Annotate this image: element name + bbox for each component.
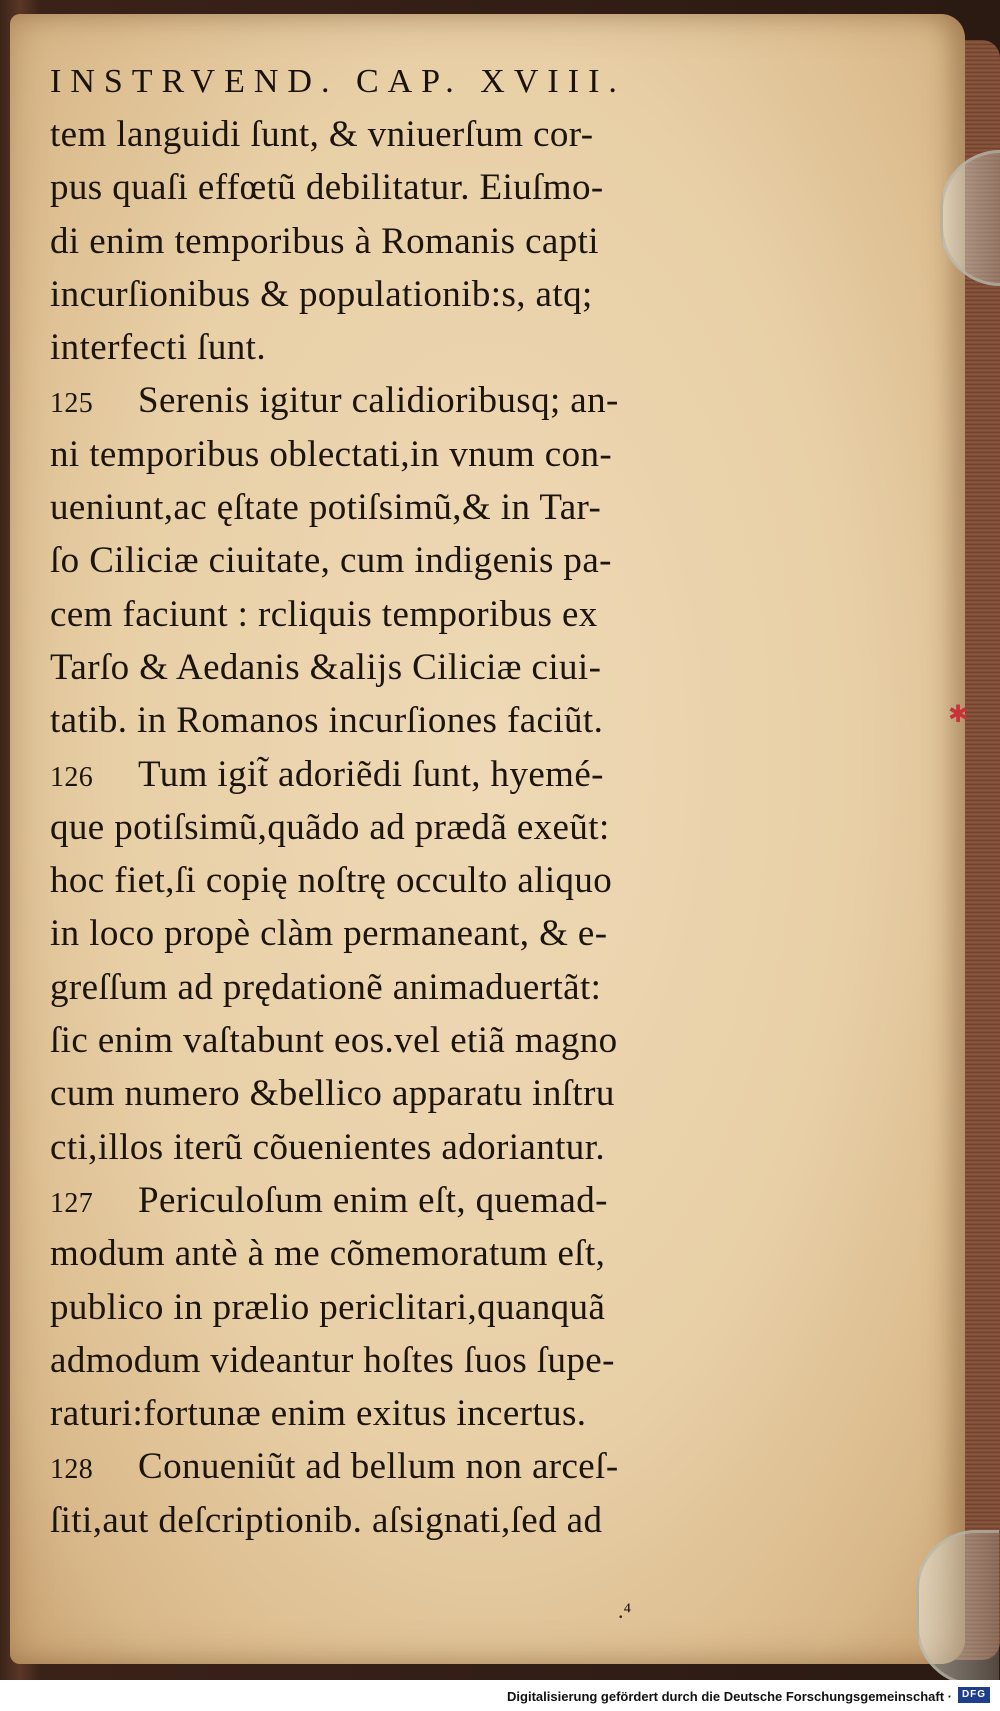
line-text: incurſionibus & populationib:s, atq;: [50, 273, 593, 315]
line-text: in loco propè clàm permaneant, & e-: [50, 913, 608, 955]
line-text: ſic enim vaſtabunt eos.vel etiã magno: [50, 1020, 618, 1062]
line-text: tatib. in Romanos incurſiones faciũt.: [50, 700, 604, 742]
text-line: [50, 961, 760, 1014]
text-line: [50, 108, 760, 161]
text-lines: [50, 108, 760, 1547]
red-ink-mark: ✱: [948, 700, 969, 728]
clasp-bottom: [916, 1530, 999, 1686]
text-line: [50, 1227, 760, 1280]
text-line: [50, 321, 760, 374]
line-text: cem faciunt : rcliquis temporibus ex: [50, 593, 598, 635]
line-text: greſſum ad prędationẽ animaduertãt:: [50, 966, 602, 1008]
text-line: [50, 854, 760, 907]
line-text: tem languidi ſunt, & vniuerſum cor-: [50, 114, 594, 155]
line-text: interfecti ſunt.: [50, 327, 266, 369]
line-text: Conueniũt ad bellum non arceſ-: [138, 1446, 619, 1488]
text-line: [50, 588, 760, 641]
line-text: ſiti,aut deſcriptionib. aſsignati,ſed ad: [50, 1499, 603, 1541]
text-line: [50, 907, 760, 960]
line-text: di enim temporibus à Romanis capti: [50, 220, 599, 262]
text-line: [50, 1494, 760, 1547]
text-line: [50, 481, 760, 534]
text-line: [50, 1014, 760, 1067]
text-line: [50, 215, 760, 268]
text-line: [50, 161, 760, 214]
line-text: Serenis igitur calidioribusq; an-: [138, 380, 619, 422]
signature-mark: .⁴: [618, 1598, 632, 1623]
line-text: ſo Ciliciæ ciuitate, cum indigenis pa-: [50, 540, 612, 582]
text-line: [50, 1174, 760, 1227]
line-text: modum antè à me cõmemoratum eſt,: [50, 1233, 606, 1275]
text-line: [50, 641, 760, 694]
text-block: [50, 60, 760, 1547]
text-line: [50, 1121, 760, 1174]
text-line: [50, 1440, 760, 1493]
line-text: cum numero &bellico apparatu inſtru: [50, 1073, 615, 1115]
line-text: que potiſsimũ,quãdo ad prædã exeũt:: [50, 806, 610, 848]
text-line: [50, 1334, 760, 1387]
running-head: INSTRVEND. CAP. XVIII.: [50, 63, 626, 100]
line-text: Periculoſum enim eſt, quemad-: [138, 1179, 608, 1221]
line-text: raturi:fortunæ enim exitus incertus.: [50, 1393, 587, 1435]
text-line: [50, 1387, 760, 1440]
text-line: [50, 1067, 760, 1120]
line-text: ni temporibus oblectati,in vnum con-: [50, 433, 613, 475]
text-line: [50, 801, 760, 854]
text-line: [50, 694, 760, 747]
text-line: [50, 374, 760, 427]
footer-bar: [0, 1680, 1000, 1711]
paragraph-number: 126: [50, 761, 94, 793]
text-line: [50, 428, 760, 481]
line-text: ueniunt,ac ęſtate potiſsimũ,& in Tar-: [50, 487, 602, 529]
dfg-logo: DFG: [958, 1687, 990, 1703]
text-line: [50, 1281, 760, 1334]
line-text: hoc fiet,ſi copię noſtrę occulto aliquo: [50, 860, 613, 902]
text-line: [50, 534, 760, 587]
footer-credit: Digitalisierung gefördert durch die Deutsche Forschungsgemeinschaft ·: [507, 1689, 952, 1704]
text-line: [50, 748, 760, 801]
line-text: Tum igit̃ adoriẽdi ſunt, hyemé-: [138, 753, 604, 795]
paragraph-number: 127: [50, 1187, 94, 1219]
line-text: publico in prælio periclitari,quanquã: [50, 1286, 606, 1328]
paragraph-number: 125: [50, 388, 94, 420]
line-text: Tarſo & Aedanis &alijs Ciliciæ ciui-: [50, 646, 602, 688]
line-text: admodum videantur hoſtes ſuos ſupe-: [50, 1339, 615, 1381]
paragraph-number: 128: [50, 1454, 94, 1486]
line-text: pus quaſi effœtũ debilitatur. Eiuſmo-: [50, 167, 604, 209]
line-text: cti,illos iterũ cõuenientes adoriantur.: [50, 1126, 606, 1168]
text-line: [50, 268, 760, 321]
